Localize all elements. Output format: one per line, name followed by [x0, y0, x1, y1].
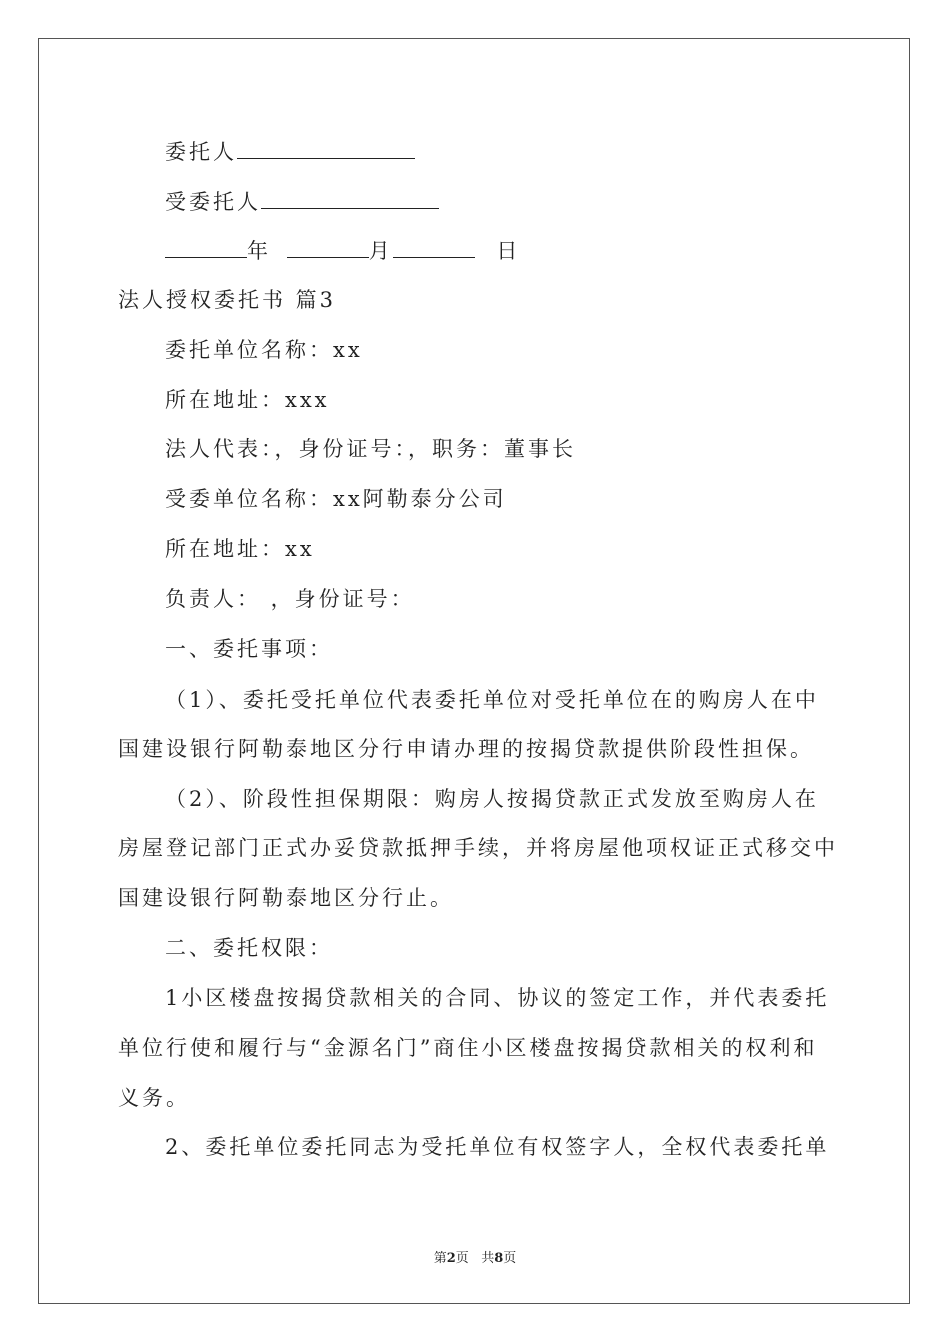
- month-blank: [287, 235, 369, 258]
- principal-label: 委托人: [165, 140, 237, 164]
- paragraph-2-line-3: 国建设银行阿勒泰地区分行止。: [118, 886, 454, 910]
- paragraph-3-line-1: 1小区楼盘按揭贷款相关的合同、协议的签定工作，并代表委托: [165, 986, 830, 1010]
- agent-address: 所在地址：xx: [165, 537, 315, 561]
- paragraph-3-line-2: 单位行使和履行与“金源名门”商住小区楼盘按揭贷款相关的权利和: [118, 1036, 818, 1060]
- date-line: [165, 235, 520, 266]
- principal-unit-name: 委托单位名称：xx: [165, 338, 363, 362]
- paragraph-1-line-1: （1）、委托受托单位代表委托单位对受托单位在的购房人在中: [165, 688, 819, 712]
- month-label: 月: [368, 239, 393, 263]
- agent-signature-line: [165, 186, 439, 217]
- principal-signature-line: [165, 136, 415, 167]
- day-blank: [393, 235, 475, 258]
- agent-unit-name: 受委单位名称：xx阿勒泰分公司: [165, 487, 507, 511]
- paragraph-3-line-3: 义务。: [118, 1086, 190, 1110]
- footer-page-suffix: 页: [503, 1251, 517, 1266]
- legal-representative: 法人代表：，身份证号：，职务：董事长: [165, 437, 576, 461]
- footer-page-mid: 页 共: [455, 1251, 495, 1266]
- footer-total-pages: 8: [494, 1251, 504, 1266]
- principal-address: 所在地址：xxx: [165, 388, 330, 412]
- agent-label: 受委托人: [165, 190, 261, 214]
- paragraph-2-line-2: 房屋登记部门正式办妥贷款抵押手续，并将房屋他项权证正式移交中: [118, 836, 838, 860]
- page-frame: [38, 38, 910, 1304]
- responsible-person: 负责人： ，身份证号：: [165, 587, 415, 611]
- heading-entrusted-authority: 二、委托权限：: [165, 936, 333, 960]
- year-label: 年: [247, 239, 271, 263]
- paragraph-1-line-2: 国建设银行阿勒泰地区分行申请办理的按揭贷款提供阶段性担保。: [118, 737, 814, 761]
- paragraph-2-line-1: （2）、阶段性担保期限：购房人按揭贷款正式发放至购房人在: [165, 787, 819, 811]
- paragraph-4-line-1: 2、委托单位委托同志为受托单位有权签字人，全权代表委托单: [165, 1135, 830, 1159]
- day-label: 日: [496, 239, 521, 263]
- footer-current-page: 2: [446, 1251, 456, 1266]
- page-footer: [0, 1247, 950, 1266]
- heading-entrusted-matters: 一、委托事项：: [165, 637, 333, 661]
- footer-page-prefix: 第: [433, 1251, 447, 1266]
- principal-blank: [237, 136, 415, 159]
- agent-blank: [261, 186, 439, 209]
- year-blank: [165, 235, 247, 258]
- section-title: 法人授权委托书 篇3: [118, 288, 337, 312]
